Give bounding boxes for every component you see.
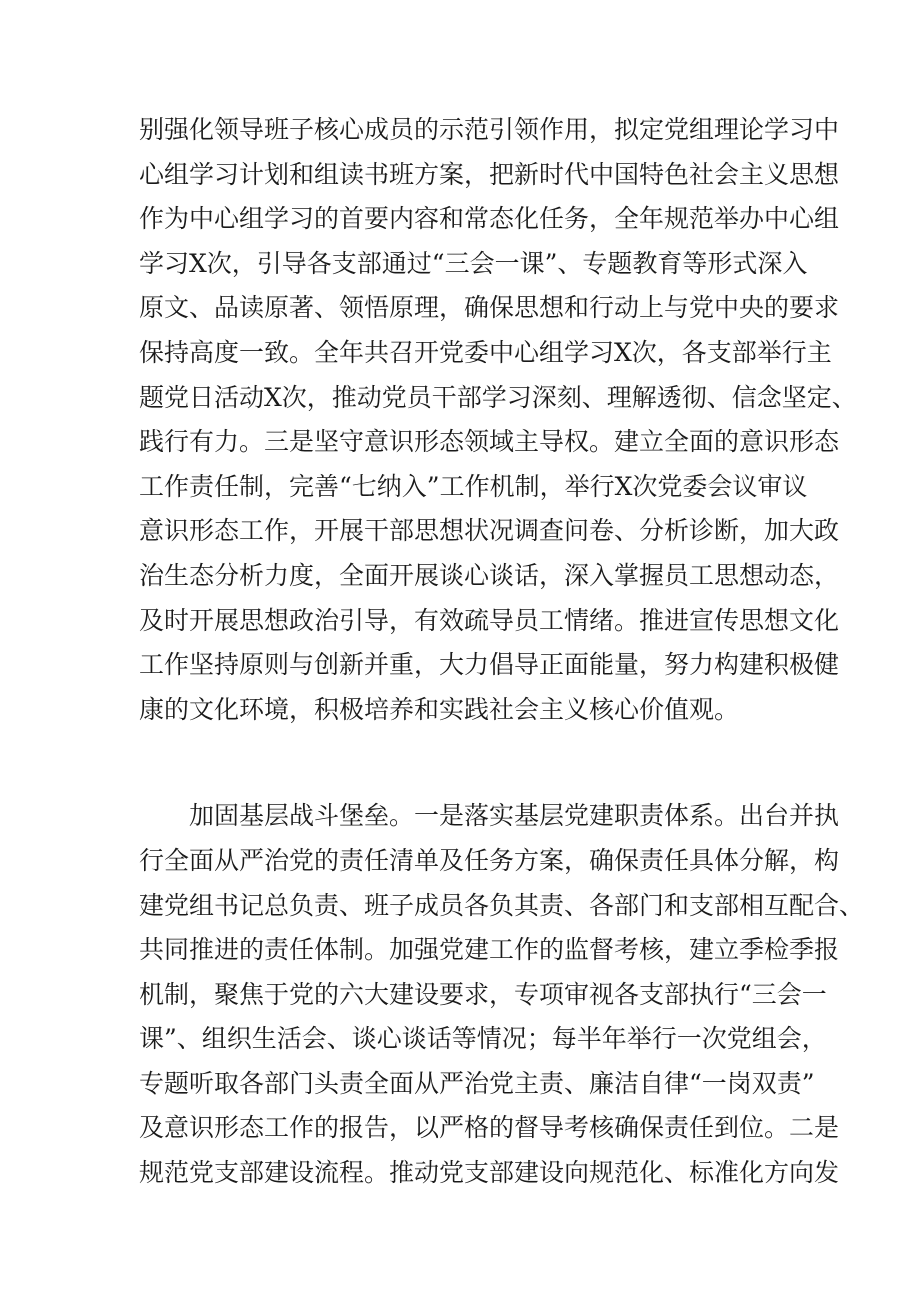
text-line: 践行有力。三是坚守意识形态领域主导权。建立全面的意识形态 — [139, 427, 840, 457]
text-line: 治生态分析力度，全面开展谈心谈话，深入掌握员工思想动态， — [139, 560, 840, 590]
text-line: 保持高度一致。全年共召开党委中心组学习X次，各支部举行主 — [139, 337, 832, 367]
text-line: 原文、品读原著、领悟原理，确保思想和行动上与党中央的要求 — [139, 293, 840, 323]
text-line: 别强化领导班子核心成员的示范引领作用，拟定党组理论学习中 — [139, 115, 840, 144]
text-line: 行全面从严治党的责任清单及任务方案，确保责任具体分解，构 — [139, 845, 840, 875]
text-line: 工作坚持原则与创新并重，大力倡导正面能量，努力构建积极健 — [139, 650, 840, 680]
text-line: 建党组书记总负责、班子成员各负其责、各部门和支部相互配合、 — [139, 890, 865, 920]
text-line: 题党日活动X次，推动党员干部学习深刻、理解透彻、信念坚定、 — [139, 382, 857, 412]
text-line: 康的文化环境，积极培养和实践社会主义核心价值观。 — [139, 694, 740, 724]
text-line: 作为中心组学习的首要内容和常态化任务，全年规范举办中心组 — [139, 204, 840, 234]
text-line: 专题听取各部门头责全面从严治党主责、廉洁自律“一岗双责” — [139, 1068, 815, 1098]
text-line: 机制，聚焦于党的六大建设要求，专项审视各支部执行“三会一 — [139, 979, 827, 1009]
text-line: 学习X次，引导各支部通过“三会一课”、专题教育等形式深入 — [139, 248, 808, 278]
text-line: 规范党支部建设流程。推动党支部建设向规范化、标准化方向发 — [139, 1158, 840, 1188]
text-line: 共同推进的责任体制。加强党建工作的监督考核，建立季检季报 — [139, 935, 840, 965]
text-line: 及意识形态工作的报告，以严格的督导考核确保责任到位。二是 — [139, 1113, 840, 1143]
document-page — [139, 108, 865, 1196]
paragraph-gap — [139, 732, 799, 794]
text-line: 工作责任制，完善“七纳入”工作机制，举行X次党委会议审议 — [139, 471, 808, 501]
text-line: 课”、组织生活会、谈心谈话等情况；每半年举行一次党组会， — [139, 1024, 827, 1054]
text-line: 及时开展思想政治引导，有效疏导员工情绪。推进宣传思想文化 — [139, 605, 840, 635]
text-line: 加固基层战斗堡垒。一是落实基层党建职责体系。出台并执 — [189, 801, 840, 831]
text-line: 心组学习计划和组读书班方案，把新时代中国特色社会主义思想 — [139, 159, 840, 189]
paragraph-1 — [139, 108, 857, 732]
text-line: 意识形态工作，开展干部思想状况调查问卷、分析诊断，加大政 — [139, 516, 840, 546]
paragraph-2 — [139, 794, 865, 1195]
